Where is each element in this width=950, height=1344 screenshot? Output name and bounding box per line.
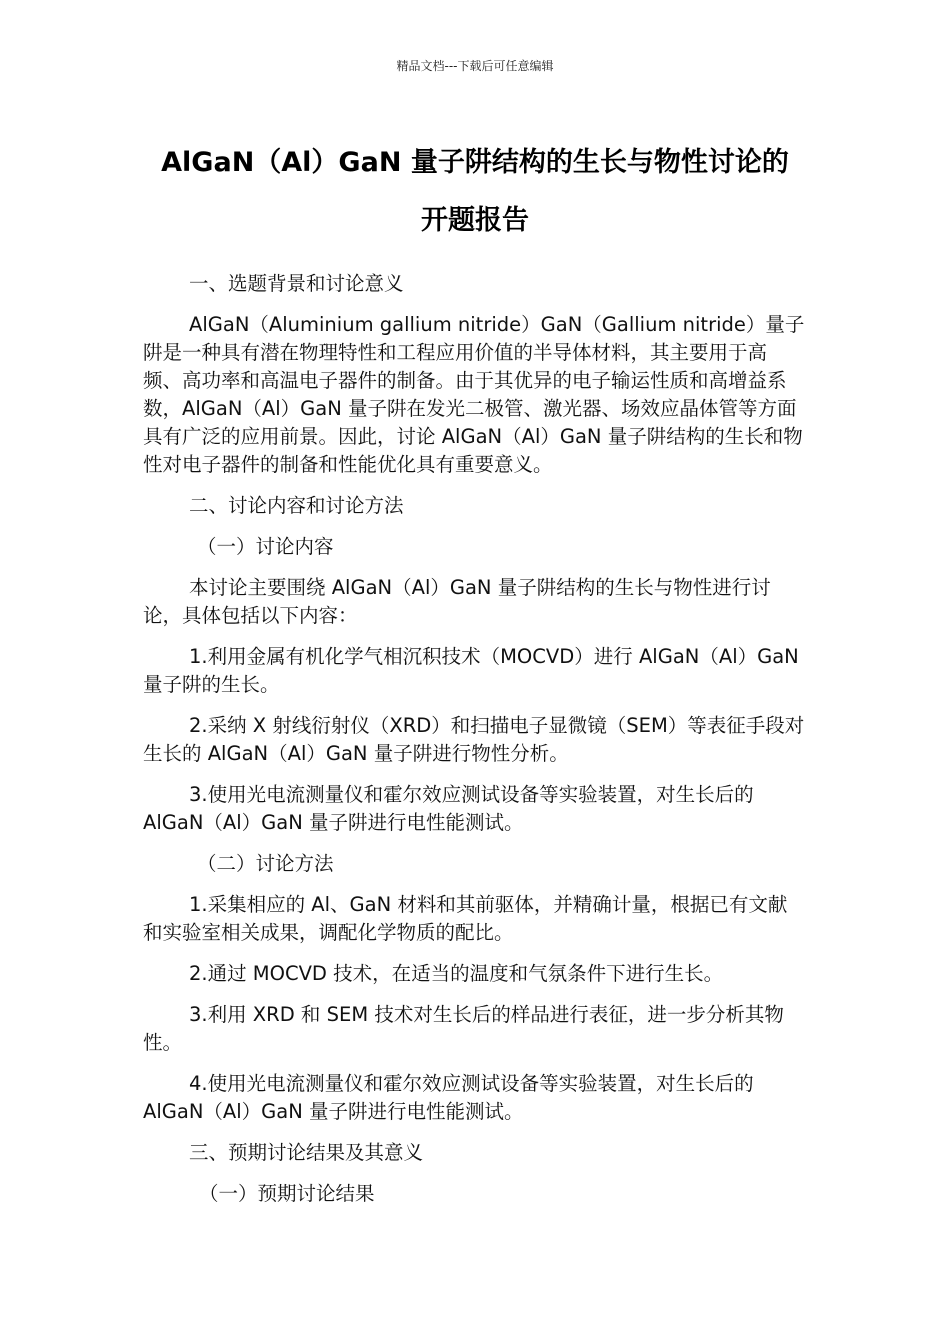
section-1-heading: 一、选题背景和讨论意义 (189, 272, 404, 295)
section-3-heading: 三、预期讨论结果及其意义 (189, 1141, 424, 1164)
section-2-subheading-content: （一）讨论内容 (197, 535, 334, 558)
content-item-2: 2.采纳 X 射线衍射仪（XRD）和扫描电子显微镜（SEM）等表征手段对生长的 AlGaN（Al）GaN 量子阱进行物性分析。 (143, 714, 805, 765)
content-item-1: 1.利用金属有机化学气相沉积技术（MOCVD）进行 AlGaN（Al）GaN 量子阱的生长。 (143, 645, 799, 696)
section-2-heading: 二、讨论内容和讨论方法 (189, 494, 404, 517)
content-item-3: 3.使用光电流测量仪和霍尔效应测试设备等实验装置，对生长后的 AlGaN（Al）GaN 量子阱进行电性能测试。 (143, 783, 754, 834)
section-2-content-intro: 本讨论主要围绕 AlGaN（Al）GaN 量子阱结构的生长与物性进行讨论，具体包括以下内容： (143, 576, 771, 627)
section-1-paragraph: AlGaN（Aluminium gallium nitride）GaN（Gallium nitride）量子阱是一种具有潜在物理特性和工程应用价值的半导体材料，其主要用于高频、高功率和高温电子器件的制备。由于其优异的电子输运性质和高增益系数，AlGaN（Al）GaN 量子阱在发光二极管、激光器、场效应晶体管等方面具有广泛的应用前景。因此，讨论 AlGaN（Al）GaN 量子阱结构的生长和物性对电子器件的制备和性能优化具有重要意义。 (143, 313, 805, 476)
document-title (130, 134, 820, 250)
section-2-subheading-method: （二）讨论方法 (197, 852, 334, 875)
method-item-2: 2.通过 MOCVD 技术，在适当的温度和气氛条件下进行生长。 (189, 962, 724, 985)
method-item-1: 1.采集相应的 Al、GaN 材料和其前驱体，并精确计量，根据已有文献和实验室相关成果，调配化学物质的配比。 (143, 893, 788, 944)
document-body (143, 270, 805, 1221)
method-item-4: 4.使用光电流测量仪和霍尔效应测试设备等实验装置，对生长后的 AlGaN（Al）GaN 量子阱进行电性能测试。 (143, 1072, 754, 1123)
title-line-1: AlGaN（Al）GaN 量子阱结构的生长与物性讨论的 (161, 147, 789, 178)
method-item-3: 3.利用 XRD 和 SEM 技术对生长后的样品进行表征，进一步分析其物性。 (143, 1003, 784, 1054)
section-3-subheading-results: （一）预期讨论结果 (199, 1182, 375, 1205)
header-note: 精品文档---下载后可任意编辑 (396, 59, 554, 73)
title-line-2: 开题报告 (421, 205, 529, 236)
